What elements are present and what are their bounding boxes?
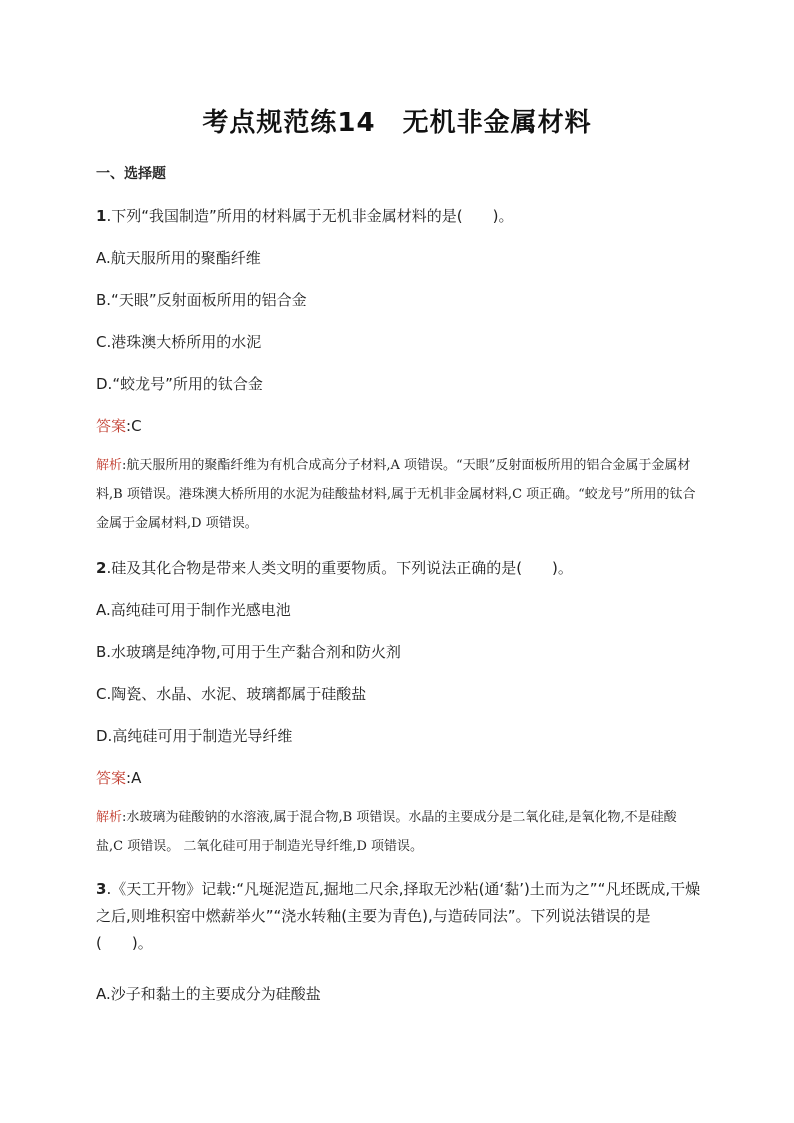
- answer-label: 答案: [96, 769, 127, 787]
- question-3-stem: [96, 876, 702, 957]
- question-2-option-b: B.水玻璃是纯净物,可用于生产黏合剂和防火剂: [96, 643, 401, 661]
- question-number: 2: [96, 559, 107, 577]
- question-2-option-a: A.高纯硅可用于制作光感电池: [96, 601, 291, 619]
- question-2-explanation: [96, 803, 696, 861]
- page-title: 考点规范练14 无机非金属材料: [202, 108, 592, 138]
- question-1-answer: [96, 415, 142, 436]
- section-heading: 一、选择题: [96, 166, 166, 182]
- question-1-option-a: A.航天服所用的聚酯纤维: [96, 249, 261, 267]
- answer-value: :A: [126, 769, 142, 787]
- answer-value: :C: [126, 417, 142, 435]
- answer-label: 答案: [96, 417, 127, 435]
- explanation-text: :航天服所用的聚酯纤维为有机合成高分子材料,A 项错误。“天眼”反射面板所用的铝合金属于金属材料,B 项错误。港珠澳大桥所用的水泥为硅酸盐材料,属于无机非金属材料,C 项正确。“蛟龙号”所用的钛合金属于金属材料,D 项错误。: [96, 458, 696, 531]
- question-1-stem: [96, 205, 513, 226]
- question-2-option-d: D.高纯硅可用于制造光导纤维: [96, 727, 293, 745]
- question-2-answer: [96, 767, 141, 788]
- question-2-option-c: C.陶瓷、水晶、水泥、玻璃都属于硅酸盐: [96, 685, 367, 703]
- question-1-explanation: [96, 451, 696, 538]
- explanation-text: :水玻璃为硅酸钠的水溶液,属于混合物,B 项错误。水晶的主要成分是二氧化硅,是氧化物,不是硅酸盐,C 项错误。 二氧化硅可用于制造光导纤维,D 项错误。: [96, 810, 677, 854]
- question-1-option-b: B.“天眼”反射面板所用的铝合金: [96, 291, 307, 309]
- question-2-stem: [96, 557, 573, 578]
- explanation-label: 解析: [96, 810, 123, 825]
- explanation-label: 解析: [96, 458, 123, 473]
- question-text: .下列“我国制造”所用的材料属于无机非金属材料的是( )。: [106, 207, 514, 225]
- question-3-option-a: A.沙子和黏土的主要成分为硅酸盐: [96, 985, 321, 1003]
- question-number: 3: [96, 880, 107, 898]
- question-text: .硅及其化合物是带来人类文明的重要物质。下列说法正确的是( )。: [106, 559, 573, 577]
- question-number: 1: [96, 207, 107, 225]
- question-1-option-c: C.港珠澳大桥所用的水泥: [96, 333, 262, 351]
- question-1-option-d: D.“蛟龙号”所用的钛合金: [96, 375, 263, 393]
- question-text: .《天工开物》记载:“凡埏泥造瓦,掘地二尺余,择取无沙粘(通‘黏’)土而为之”“凡坯既成,干燥之后,则堆积窑中燃薪举火”“浇水转釉(主要为青色),与造砖同法”。下列说法错误的是( )。: [96, 880, 701, 952]
